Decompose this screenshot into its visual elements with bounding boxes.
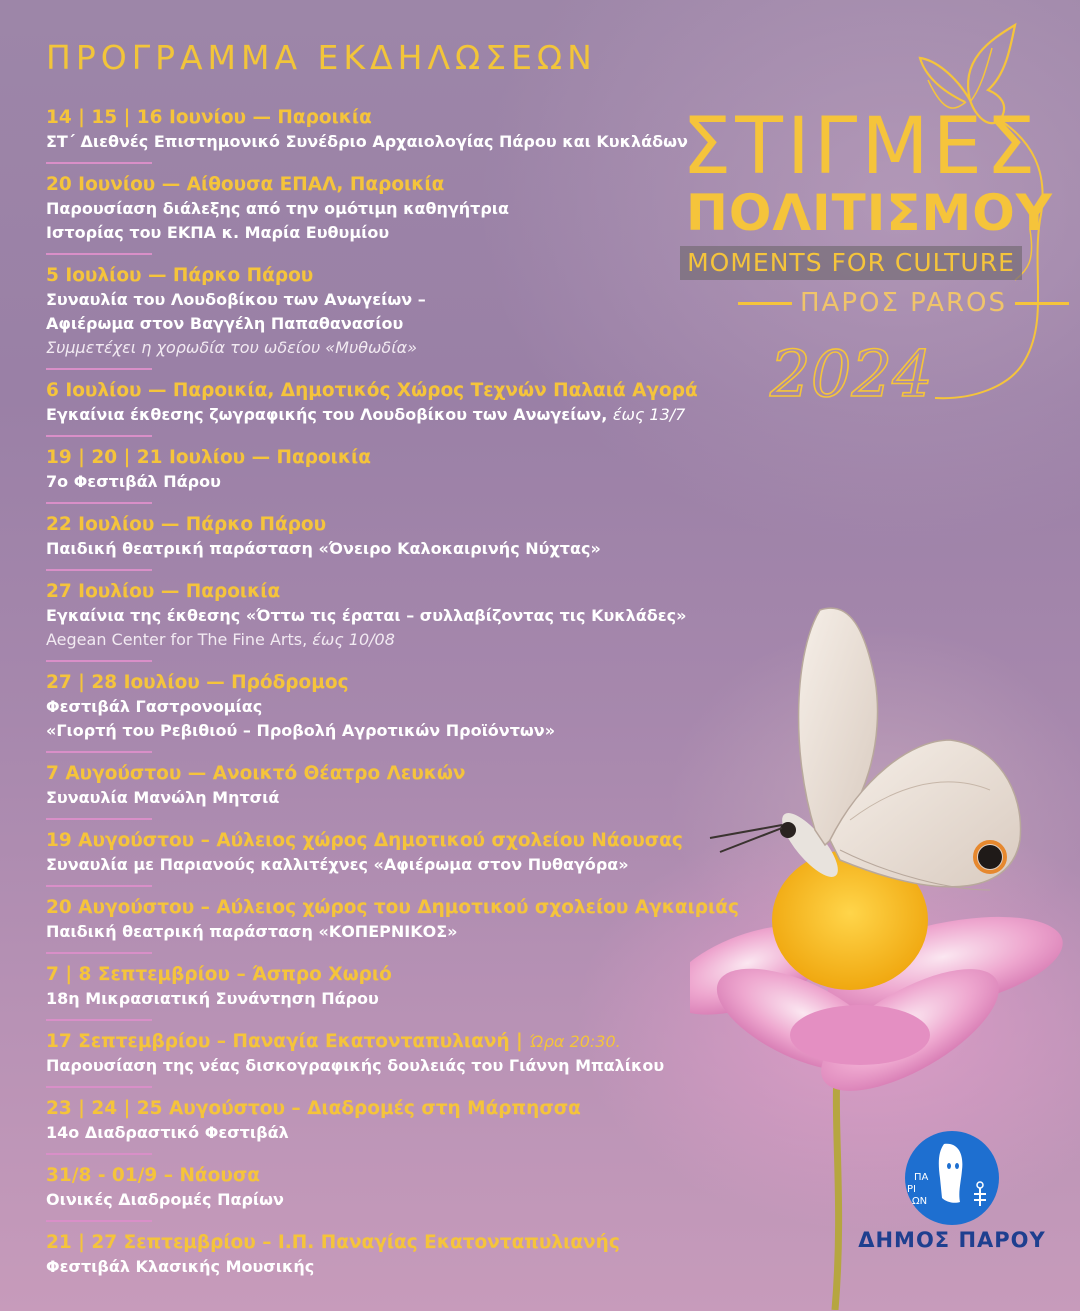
event-item — [46, 1231, 766, 1279]
municipality-logo — [852, 1130, 1052, 1270]
event-description-text: 14ο Διαδραστικό Φεστιβάλ — [46, 1123, 289, 1142]
event-title-text: 20 Αυγούστου – Αύλειος χώρος του Δημοτικού σχολείου Αγκαιριάς — [46, 897, 739, 918]
event-description — [46, 288, 766, 312]
event-description — [46, 1188, 766, 1212]
event-note-text: Συμμετέχει η χορωδία του ωδείου «Μυθωδία» — [46, 338, 418, 357]
event-title — [46, 1097, 766, 1121]
event-title — [46, 446, 766, 470]
logo-line-3: MOMENTS FOR CULTURE — [680, 246, 1022, 280]
event-title — [46, 762, 766, 786]
logo-year: 2024 — [770, 338, 933, 412]
event-description — [46, 1255, 766, 1279]
event-title — [46, 1164, 766, 1188]
emblem-text-1: ΠΑ — [914, 1172, 929, 1183]
event-item — [46, 829, 766, 877]
event-title-text: 19 | 20 | 21 Ιουλίου — Παροικία — [46, 447, 371, 468]
logo-line-4 — [730, 288, 1077, 318]
event-description-text: Συναυλία με Παριανούς καλλιτέχνες «Αφιέρωμα στον Πυθαγόρα» — [46, 855, 629, 874]
event-title-text: 19 Αυγούστου – Αύλειος χώρος Δημοτικού σχολείου Νάουσας — [46, 830, 683, 851]
event-divider — [46, 435, 152, 437]
event-title — [46, 264, 766, 288]
event-description-text: Παρουσίαση της νέας δισκογραφικής δουλειάς του Γιάννη Μπαλίκου — [46, 1056, 665, 1075]
municipality-emblem-icon — [894, 1130, 1012, 1226]
program-title: ΠΡΟΓΡΑΜΜΑ ΕΚΔΗΛΩΣΕΩΝ — [46, 38, 597, 77]
event-note — [46, 628, 766, 652]
event-description — [46, 695, 766, 719]
event-description-text: «Γιορτή του Ρεβιθιού – Προβολή Αγροτικών Προϊόντων» — [46, 721, 556, 740]
event-description-text: Οινικές Διαδρομές Παρίων — [46, 1190, 284, 1209]
event-title — [46, 1231, 766, 1255]
event-title-text: 31/8 - 01/9 – Νάουσα — [46, 1165, 260, 1186]
event-description-text: Παιδική θεατρική παράσταση «ΚΟΠΕΡΝΙΚΟΣ» — [46, 922, 458, 941]
event-description-text: 18η Μικρασιατική Συνάντηση Πάρου — [46, 989, 379, 1008]
event-title — [46, 829, 766, 853]
event-title-text: 21 | 27 Σεπτεμβρίου – Ι.Π. Παναγίας Εκατονταπυλιανής — [46, 1232, 620, 1253]
event-description — [46, 1121, 766, 1145]
event-divider — [46, 253, 152, 255]
event-description-text: Εγκαίνια της έκθεσης «Όττω τις έραται – συλλαβίζοντας τις Κυκλάδες» — [46, 606, 687, 625]
event-note-text: Aegean Center for The Fine Arts, — [46, 630, 308, 649]
event-item — [46, 580, 766, 652]
municipality-name: ΔΗΜΟΣ ΠΑΡΟΥ — [858, 1228, 1046, 1252]
event-title — [46, 1030, 766, 1054]
event-title — [46, 671, 766, 695]
event-title — [46, 580, 766, 604]
event-item — [46, 513, 766, 561]
logo-dash-left — [738, 302, 792, 305]
event-divider — [46, 368, 152, 370]
event-description — [46, 987, 766, 1011]
event-divider — [46, 502, 152, 504]
event-description — [46, 130, 766, 154]
emblem-text-2: ΡΙ — [907, 1184, 916, 1195]
event-divider — [46, 1220, 152, 1222]
event-end-date: έως 10/08 — [312, 630, 395, 649]
event-title-text: 17 Σεπτεμβρίου – Παναγία Εκατονταπυλιανή | — [46, 1031, 523, 1052]
event-item — [46, 896, 766, 944]
event-divider — [46, 751, 152, 753]
event-description — [46, 719, 766, 743]
events-list — [46, 106, 766, 1279]
event-divider — [46, 1153, 152, 1155]
event-item — [46, 762, 766, 810]
event-title — [46, 896, 766, 920]
event-description-text: Συναυλία Μανώλη Μητσιά — [46, 788, 280, 807]
event-divider — [46, 162, 152, 164]
event-description — [46, 312, 766, 336]
event-description-text: 7ο Φεστιβάλ Πάρου — [46, 472, 221, 491]
festival-logo — [670, 20, 1070, 420]
event-description — [46, 403, 766, 427]
event-description-text: Φεστιβάλ Κλασικής Μουσικής — [46, 1257, 315, 1276]
event-divider — [46, 1086, 152, 1088]
event-description-text: Παιδική θεατρική παράσταση «Όνειρο Καλοκαιρινής Νύχτας» — [46, 539, 601, 558]
emblem-text-3: ΩΝ — [912, 1196, 928, 1207]
event-item — [46, 379, 766, 427]
logo-line-4-text: ΠΑΡΟΣ PAROS — [800, 288, 1008, 318]
event-divider — [46, 885, 152, 887]
event-title-text: 22 Ιουλίου — Πάρκο Πάρου — [46, 514, 327, 535]
logo-dash-right — [1015, 302, 1069, 305]
event-title-text: 6 Ιουλίου — Παροικία, Δημοτικός Χώρος Τεχνών Παλαιά Αγορά — [46, 380, 698, 401]
event-item — [46, 963, 766, 1011]
event-description-text: Ιστορίας του ΕΚΠΑ κ. Μαρία Ευθυμίου — [46, 223, 390, 242]
event-note — [46, 336, 766, 360]
event-description — [46, 786, 766, 810]
event-item — [46, 173, 766, 245]
event-title — [46, 963, 766, 987]
event-title-text: 27 | 28 Ιουλίου — Πρόδρομος — [46, 672, 349, 693]
event-description-text: ΣΤ΄ Διεθνές Επιστημονικό Συνέδριο Αρχαιολογίας Πάρου και Κυκλάδων — [46, 132, 688, 151]
event-description — [46, 853, 766, 877]
event-time: Ώρα 20:30. — [529, 1032, 621, 1051]
event-item — [46, 264, 766, 360]
event-divider — [46, 818, 152, 820]
event-title-text: 5 Ιουλίου — Πάρκο Πάρου — [46, 265, 314, 286]
event-description — [46, 470, 766, 494]
event-item — [46, 446, 766, 494]
event-title-text: 20 Ιουνίου — Αίθουσα ΕΠΑΛ, Παροικία — [46, 174, 445, 195]
event-title — [46, 106, 766, 130]
event-item — [46, 1097, 766, 1145]
event-title-text: 7 | 8 Σεπτεμβρίου – Άσπρο Χωριό — [46, 964, 392, 985]
event-title-text: 14 | 15 | 16 Ιουνίου — Παροικία — [46, 107, 372, 128]
event-description-text: Συναυλία του Λουδοβίκου των Ανωγείων – — [46, 290, 426, 309]
event-divider — [46, 1019, 152, 1021]
event-description-text: Εγκαίνια έκθεσης ζωγραφικής του Λουδοβίκου των Ανωγείων, — [46, 405, 608, 424]
event-description-text: Φεστιβάλ Γαστρονομίας — [46, 697, 263, 716]
logo-line-1: ΣΤΙΓΜΕΣ — [682, 102, 1040, 192]
event-title — [46, 513, 766, 537]
event-description — [46, 1054, 766, 1078]
event-item — [46, 106, 766, 154]
event-description — [46, 221, 766, 245]
event-end-date: έως 13/7 — [612, 405, 686, 424]
event-divider — [46, 569, 152, 571]
event-title-text: 27 Ιουλίου — Παροικία — [46, 581, 281, 602]
event-description — [46, 537, 766, 561]
event-divider — [46, 660, 152, 662]
event-item — [46, 1164, 766, 1212]
logo-line-2: ΠΟΛΙΤΙΣΜΟΥ — [686, 184, 1053, 242]
event-item — [46, 1030, 766, 1078]
event-description — [46, 920, 766, 944]
event-title — [46, 173, 766, 197]
event-description-text: Αφιέρωμα στον Βαγγέλη Παπαθανασίου — [46, 314, 404, 333]
event-description — [46, 604, 766, 628]
event-title-text: 7 Αυγούστου — Ανοικτό Θέατρο Λευκών — [46, 763, 466, 784]
event-title-text: 23 | 24 | 25 Αυγούστου – Διαδρομές στη Μάρπησσα — [46, 1098, 581, 1119]
event-item — [46, 671, 766, 743]
event-description-text: Παρουσίαση διάλεξης από την ομότιμη καθηγήτρια — [46, 199, 510, 218]
event-description — [46, 197, 766, 221]
event-title — [46, 379, 766, 403]
event-divider — [46, 952, 152, 954]
